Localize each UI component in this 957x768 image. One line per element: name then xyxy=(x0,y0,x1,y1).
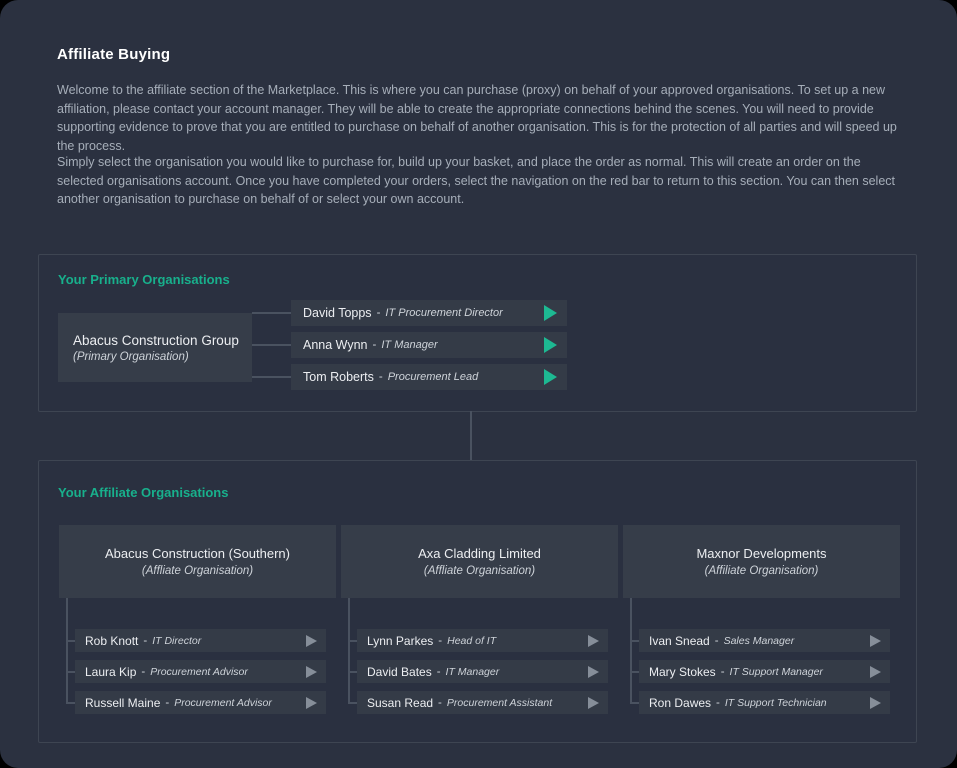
contact-role: Sales Manager xyxy=(723,634,795,647)
connector-line xyxy=(252,344,291,346)
contact-row-lynn-parkes[interactable] xyxy=(357,629,608,652)
contact-name: Mary Stokes xyxy=(649,664,716,679)
primary-organisations-panel xyxy=(38,254,917,412)
contact-name: Susan Read xyxy=(367,695,434,710)
contact-name: Rob Knott xyxy=(85,633,139,648)
affiliate-contact-list xyxy=(75,629,326,722)
contact-name: Russell Maine xyxy=(85,695,161,710)
contact-separator: - xyxy=(143,634,148,647)
contact-role: Procurement Advisor xyxy=(150,665,248,678)
select-contact-arrow-icon[interactable] xyxy=(588,666,599,678)
organisation-subtitle: (Affiliate Organisation) xyxy=(704,565,819,577)
contact-role: IT Director xyxy=(152,634,202,647)
contact-separator: - xyxy=(714,634,719,647)
affiliate-contact-list xyxy=(357,629,608,722)
select-contact-arrow-icon[interactable] xyxy=(870,697,881,709)
connector-line xyxy=(348,598,350,703)
contact-row-mary-stokes[interactable] xyxy=(639,660,890,683)
affiliate-column-abacus-southern xyxy=(59,525,336,725)
connector-line xyxy=(66,598,68,703)
contact-role: Procurement Lead xyxy=(387,371,479,383)
contact-separator: - xyxy=(716,696,720,709)
contact-name: Ron Dawes xyxy=(649,695,712,710)
contact-name: Ivan Snead xyxy=(649,633,710,648)
organisation-subtitle: (Affliate Organisation) xyxy=(423,565,536,577)
contact-separator: - xyxy=(372,339,377,351)
connector-line xyxy=(630,671,639,673)
select-contact-arrow-icon[interactable] xyxy=(588,635,599,647)
contact-separator: - xyxy=(378,371,383,383)
affiliate-contact-list xyxy=(639,629,890,722)
connector-line xyxy=(66,640,75,642)
select-contact-arrow-icon[interactable] xyxy=(588,697,599,709)
organisation-name: Axa Cladding Limited xyxy=(418,546,541,561)
contact-separator: - xyxy=(141,665,146,678)
primary-organisations-heading: Your Primary Organisations xyxy=(58,272,230,287)
contact-name: Laura Kip xyxy=(85,664,137,679)
affiliate-organisations-panel xyxy=(38,460,917,743)
select-contact-arrow-icon[interactable] xyxy=(544,337,557,353)
organisation-subtitle: (Affliate Organisation) xyxy=(141,565,254,577)
contact-separator: - xyxy=(376,307,381,319)
primary-contact-list xyxy=(291,300,567,396)
intro-paragraph-1: Welcome to the affiliate section of the Marketplace. This is where you can purchase (proxy) on behalf of your approved organisations. To set up a new affiliation, please contact your account manager. They will be able to create the appropriate connections behind the scenes. You will need to provide supporting evidence to prove that you are entitled to purchase on behalf of another organisation. This is for the protection of all parties and will speed up the process. xyxy=(57,83,897,153)
contact-role: IT Manager xyxy=(445,665,500,678)
contact-role: IT Procurement Director xyxy=(385,307,503,319)
contact-name: Tom Roberts xyxy=(303,370,374,384)
connector-line xyxy=(66,671,75,673)
page-title: Affiliate Buying xyxy=(57,46,171,63)
contact-separator: - xyxy=(165,696,170,709)
contact-row-anna-wynn[interactable] xyxy=(291,332,567,358)
contact-row-russell-maine[interactable] xyxy=(75,691,326,714)
contact-row-susan-read[interactable] xyxy=(357,691,608,714)
affiliate-column-axa-cladding xyxy=(341,525,618,725)
contact-role: Procurement Assistant xyxy=(446,696,553,709)
select-contact-arrow-icon[interactable] xyxy=(870,666,881,678)
contact-separator: - xyxy=(720,665,725,678)
connector-line xyxy=(630,640,639,642)
organisation-name: Abacus Construction (Southern) xyxy=(105,546,290,561)
contact-row-ivan-snead[interactable] xyxy=(639,629,890,652)
primary-organisation-card xyxy=(58,313,252,382)
affiliate-column-maxnor-developments xyxy=(623,525,900,725)
select-contact-arrow-icon[interactable] xyxy=(306,635,317,647)
select-contact-arrow-icon[interactable] xyxy=(306,666,317,678)
organisation-name: Maxnor Developments xyxy=(696,546,827,561)
contact-name: Anna Wynn xyxy=(303,338,368,352)
connector-line xyxy=(252,376,291,378)
contact-separator: - xyxy=(438,634,443,647)
select-contact-arrow-icon[interactable] xyxy=(544,305,557,321)
select-contact-arrow-icon[interactable] xyxy=(870,635,881,647)
contact-row-rob-knott[interactable] xyxy=(75,629,326,652)
connector-line xyxy=(630,598,632,703)
affiliate-organisation-card xyxy=(59,525,336,598)
organisation-subtitle: (Primary Organisation) xyxy=(73,350,189,363)
panel-connector-line xyxy=(470,411,472,461)
connector-line xyxy=(348,671,357,673)
contact-row-tom-roberts[interactable] xyxy=(291,364,567,390)
contact-role: IT Support Technician xyxy=(724,696,827,709)
connector-line xyxy=(66,702,75,704)
select-contact-arrow-icon[interactable] xyxy=(306,697,317,709)
contact-name: David Bates xyxy=(367,664,432,679)
contact-name: David Topps xyxy=(303,306,372,320)
contact-name: Lynn Parkes xyxy=(367,633,434,648)
connector-line xyxy=(630,702,639,704)
organisation-name: Abacus Construction Group xyxy=(73,332,239,348)
contact-separator: - xyxy=(436,665,441,678)
contact-role: IT Manager xyxy=(381,339,438,351)
contact-role: Procurement Advisor xyxy=(174,696,272,709)
connector-line xyxy=(348,640,357,642)
intro-paragraph-2: Simply select the organisation you would like to purchase for, build up your basket, and place the order as normal. This will create an order on the selected organisations account. Once you have completed your orders, select the navigation on the red bar to return to this section. You can then select another organisation to purchase on behalf of or select your own account. xyxy=(57,155,896,206)
contact-row-david-topps[interactable] xyxy=(291,300,567,326)
contact-row-ron-dawes[interactable] xyxy=(639,691,890,714)
contact-role: IT Support Manager xyxy=(729,665,823,678)
connector-line xyxy=(348,702,357,704)
select-contact-arrow-icon[interactable] xyxy=(544,369,557,385)
contact-separator: - xyxy=(438,696,442,709)
affiliate-organisation-card xyxy=(341,525,618,598)
contact-role: Head of IT xyxy=(447,634,497,647)
contact-row-david-bates[interactable] xyxy=(357,660,608,683)
connector-line xyxy=(252,312,291,314)
contact-row-laura-kip[interactable] xyxy=(75,660,326,683)
affiliate-organisation-card xyxy=(623,525,900,598)
affiliate-organisations-heading: Your Affiliate Organisations xyxy=(58,485,229,500)
